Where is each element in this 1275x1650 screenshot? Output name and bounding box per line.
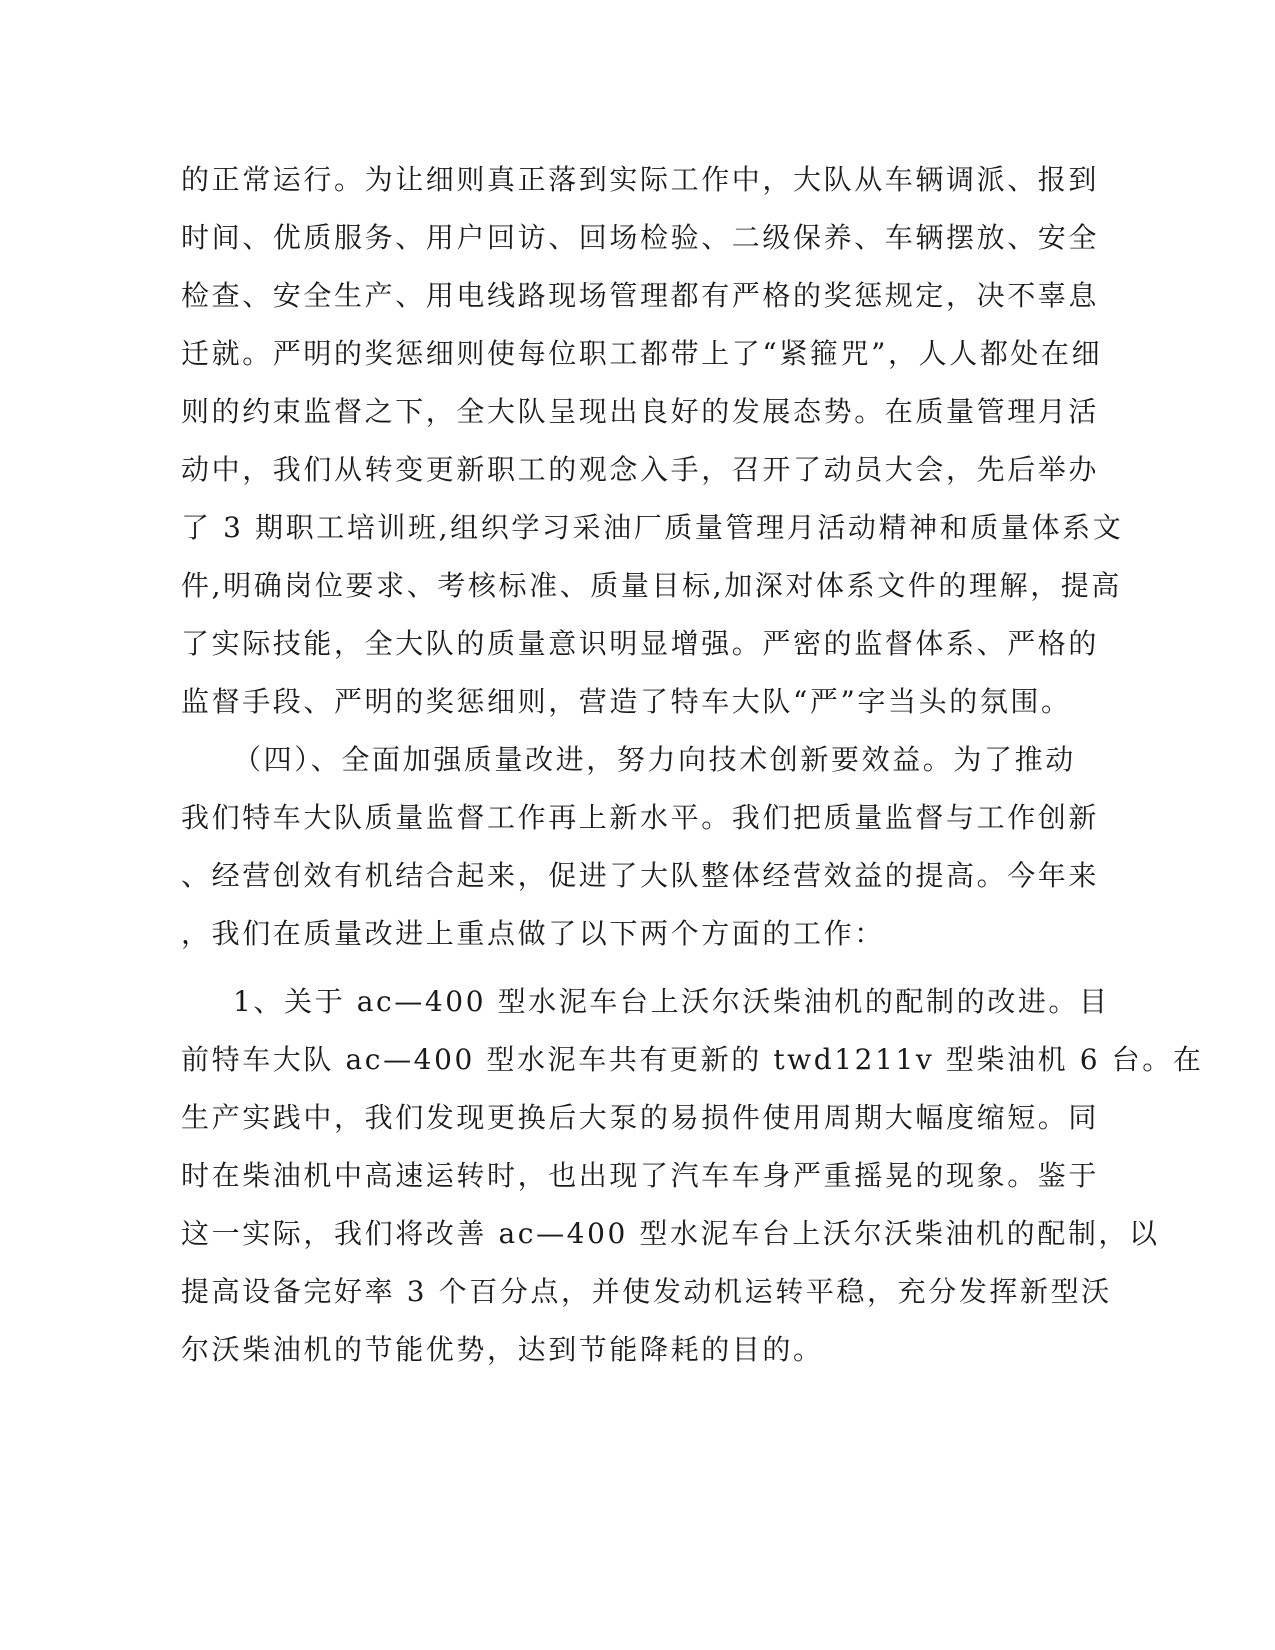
text-line: 时间、优质服务、用户回访、回场检验、二级保养、车辆摆放、安全 [181, 221, 1100, 254]
text-line: 这一实际，我们将改善 ac—400 型水泥车台上沃尔沃柴油机的配制，以 [181, 1217, 1160, 1250]
text-line: 我们特车大队质量监督工作再上新水平。我们把质量监督与工作创新 [181, 801, 1100, 834]
text-line: 了 3 期职工培训班,组织学习采油厂质量管理月活动精神和质量体系文 [181, 511, 1124, 544]
text-line: 监督手段、严明的奖惩细则，营造了特车大队“严”字当头的氛围。 [181, 685, 1072, 718]
text-line: 生产实践中，我们发现更换后大泵的易损件使用周期大幅度缩短。同 [181, 1101, 1100, 1134]
text-line: 提高设备完好率 3 个百分点，并使发动机运转平稳，充分发挥新型沃 [181, 1275, 1112, 1308]
text-line: 则的约束监督之下，全大队呈现出良好的发展态势。在质量管理月活 [181, 395, 1100, 428]
text-line: 尔沃柴油机的节能优势，达到节能降耗的目的。 [181, 1333, 824, 1366]
list-item-line: 1、关于 ac—400 型水泥车台上沃尔沃柴油机的配制的改进。目 [233, 985, 1110, 1018]
text-line: ，我们在质量改进上重点做了以下两个方面的工作： [181, 917, 885, 950]
text-line: 前特车大队 ac—400 型水泥车共有更新的 twd1211v 型柴油机 6 台。在 [181, 1043, 1204, 1076]
text-line: 检查、安全生产、用电线路现场管理都有严格的奖惩规定，决不辜息 [181, 279, 1100, 312]
text-line: 动中，我们从转变更新职工的观念入手，召开了动员大会，先后举办 [181, 453, 1100, 486]
text-line: 迁就。严明的奖惩细则使每位职工都带上了“紧箍咒”，人人都处在细 [181, 337, 1103, 370]
text-line: 时在柴油机中高速运转时，也出现了汽车车身严重摇晃的现象。鉴于 [181, 1159, 1100, 1192]
text-line: 了实际技能，全大队的质量意识明显增强。严密的监督体系、严格的 [181, 627, 1100, 660]
text-line: 的正常运行。为让细则真正落到实际工作中，大队从车辆调派、报到 [181, 163, 1100, 196]
text-line: 、经营创效有机结合起来，促进了大队整体经营效益的提高。今年来 [181, 859, 1100, 892]
section-heading-line: （四）、全面加强质量改进，努力向技术创新要效益。为了推动 [233, 743, 1076, 776]
text-line: 件,明确岗位要求、考核标准、质量目标,加深对体系文件的理解，提高 [181, 569, 1123, 602]
